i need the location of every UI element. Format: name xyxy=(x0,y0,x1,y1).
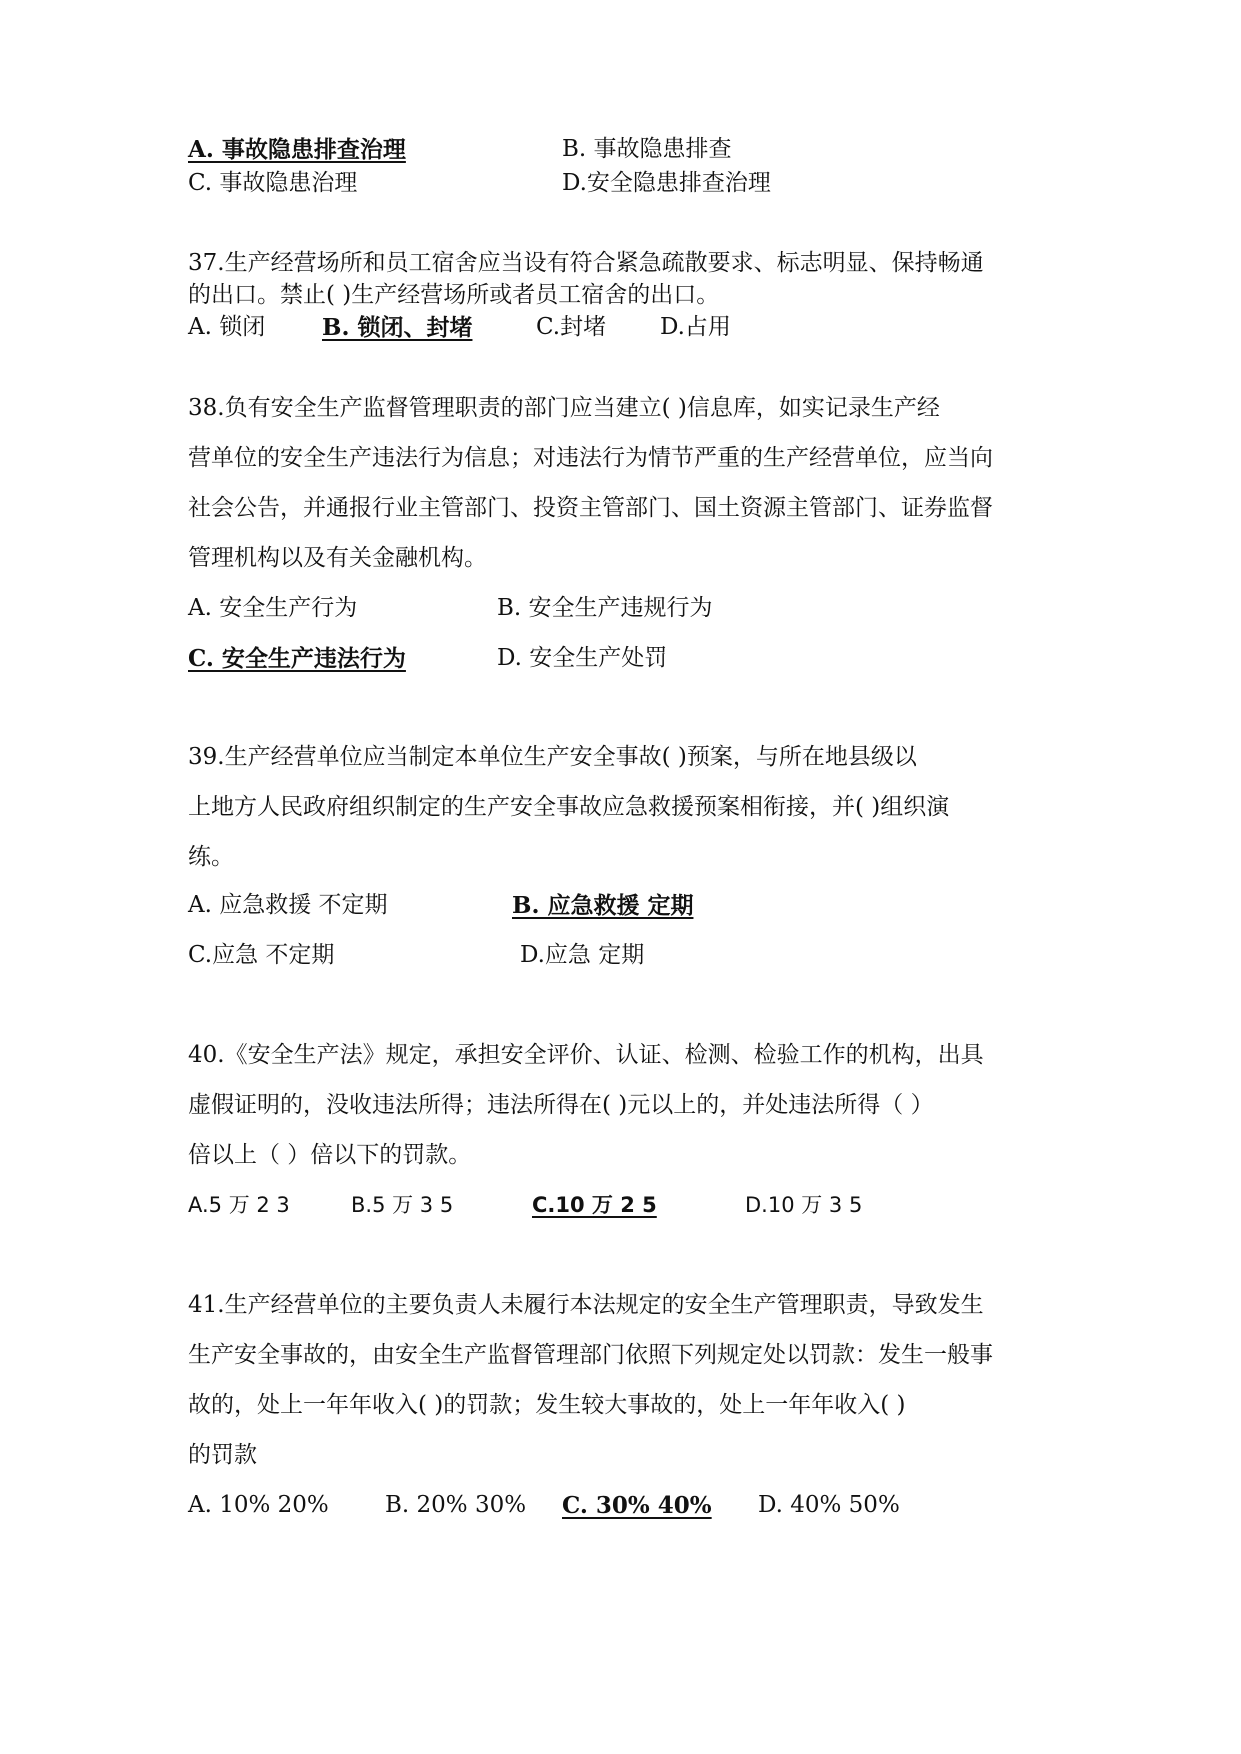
q37-option-a: A. 锁闭 xyxy=(188,314,266,340)
q38-text-line: 管理机构以及有关金融机构。 xyxy=(188,545,487,571)
q41-text-line: 生产安全事故的，由安全生产监督管理部门依照下列规定处以罚款：发生一般事 xyxy=(188,1342,993,1368)
q37-text-line: 的出口。禁止( )生产经营场所或者员工宿舍的出口。 xyxy=(188,282,720,308)
q40-text-line: 40.《安全生产法》规定，承担安全评价、认证、检测、检验工作的机构，出具 xyxy=(188,1042,984,1068)
q38-option-a: A. 安全生产行为 xyxy=(188,595,358,621)
q41-option-a: A. 10% 20% xyxy=(188,1492,329,1518)
q39-option-a: A. 应急救援 不定期 xyxy=(188,892,388,918)
q36-option-b: B. 事故隐患排查 xyxy=(562,136,732,162)
q39-option-c: C.应急 不定期 xyxy=(188,942,335,968)
q36-option-d: D.安全隐患排查治理 xyxy=(562,170,771,196)
q37-option-d: D.占用 xyxy=(660,314,731,340)
q41-option-d: D. 40% 50% xyxy=(758,1492,900,1518)
q39-text-line: 上地方人民政府组织制定的生产安全事故应急救援预案相衔接，并( )组织演 xyxy=(188,794,950,820)
q39-option-d: D.应急 定期 xyxy=(520,942,645,968)
q39-text-line: 练。 xyxy=(188,844,234,870)
q37-option-b: B. 锁闭、封堵 xyxy=(322,314,473,341)
q40-option-b: B.5 万 3 5 xyxy=(351,1193,454,1217)
q36-option-a: A. 事故隐患排查治理 xyxy=(188,136,406,163)
q38-text-line: 社会公告，并通报行业主管部门、投资主管部门、国土资源主管部门、证券监督 xyxy=(188,495,993,521)
q41-option-b: B. 20% 30% xyxy=(385,1492,527,1518)
q41-text-line: 的罚款 xyxy=(188,1442,257,1468)
q41-option-c: C. 30% 40% xyxy=(562,1492,712,1519)
q40-text-line: 虚假证明的，没收违法所得；违法所得在( )元以上的，并处违法所得（ ） xyxy=(188,1092,934,1118)
q38-option-d: D. 安全生产处罚 xyxy=(497,645,668,671)
q39-text-line: 39.生产经营单位应当制定本单位生产安全事故( )预案，与所在地县级以 xyxy=(188,744,917,770)
q38-option-c: C. 安全生产违法行为 xyxy=(188,645,406,672)
q38-text-line: 营单位的安全生产违法行为信息；对违法行为情节严重的生产经营单位，应当向 xyxy=(188,445,993,471)
q38-option-b: B. 安全生产违规行为 xyxy=(497,595,713,621)
q37-option-c: C.封堵 xyxy=(536,314,607,340)
q41-text-line: 41.生产经营单位的主要负责人未履行本法规定的安全生产管理职责，导致发生 xyxy=(188,1292,984,1318)
q38-text-line: 38.负有安全生产监督管理职责的部门应当建立( )信息库，如实记录生产经 xyxy=(188,395,940,421)
q39-option-b: B. 应急救援 定期 xyxy=(512,892,694,919)
q40-option-a: A.5 万 2 3 xyxy=(188,1193,290,1217)
q37-text-line: 37.生产经营场所和员工宿舍应当设有符合紧急疏散要求、标志明显、保持畅通 xyxy=(188,250,984,276)
q40-option-c: C.10 万 2 5 xyxy=(532,1193,657,1217)
q40-text-line: 倍以上（ ）倍以下的罚款。 xyxy=(188,1142,472,1168)
q41-text-line: 故的，处上一年年收入( )的罚款；发生较大事故的，处上一年年收入( ) xyxy=(188,1392,906,1418)
q36-option-c: C. 事故隐患治理 xyxy=(188,170,358,196)
q40-option-d: D.10 万 3 5 xyxy=(745,1193,863,1217)
